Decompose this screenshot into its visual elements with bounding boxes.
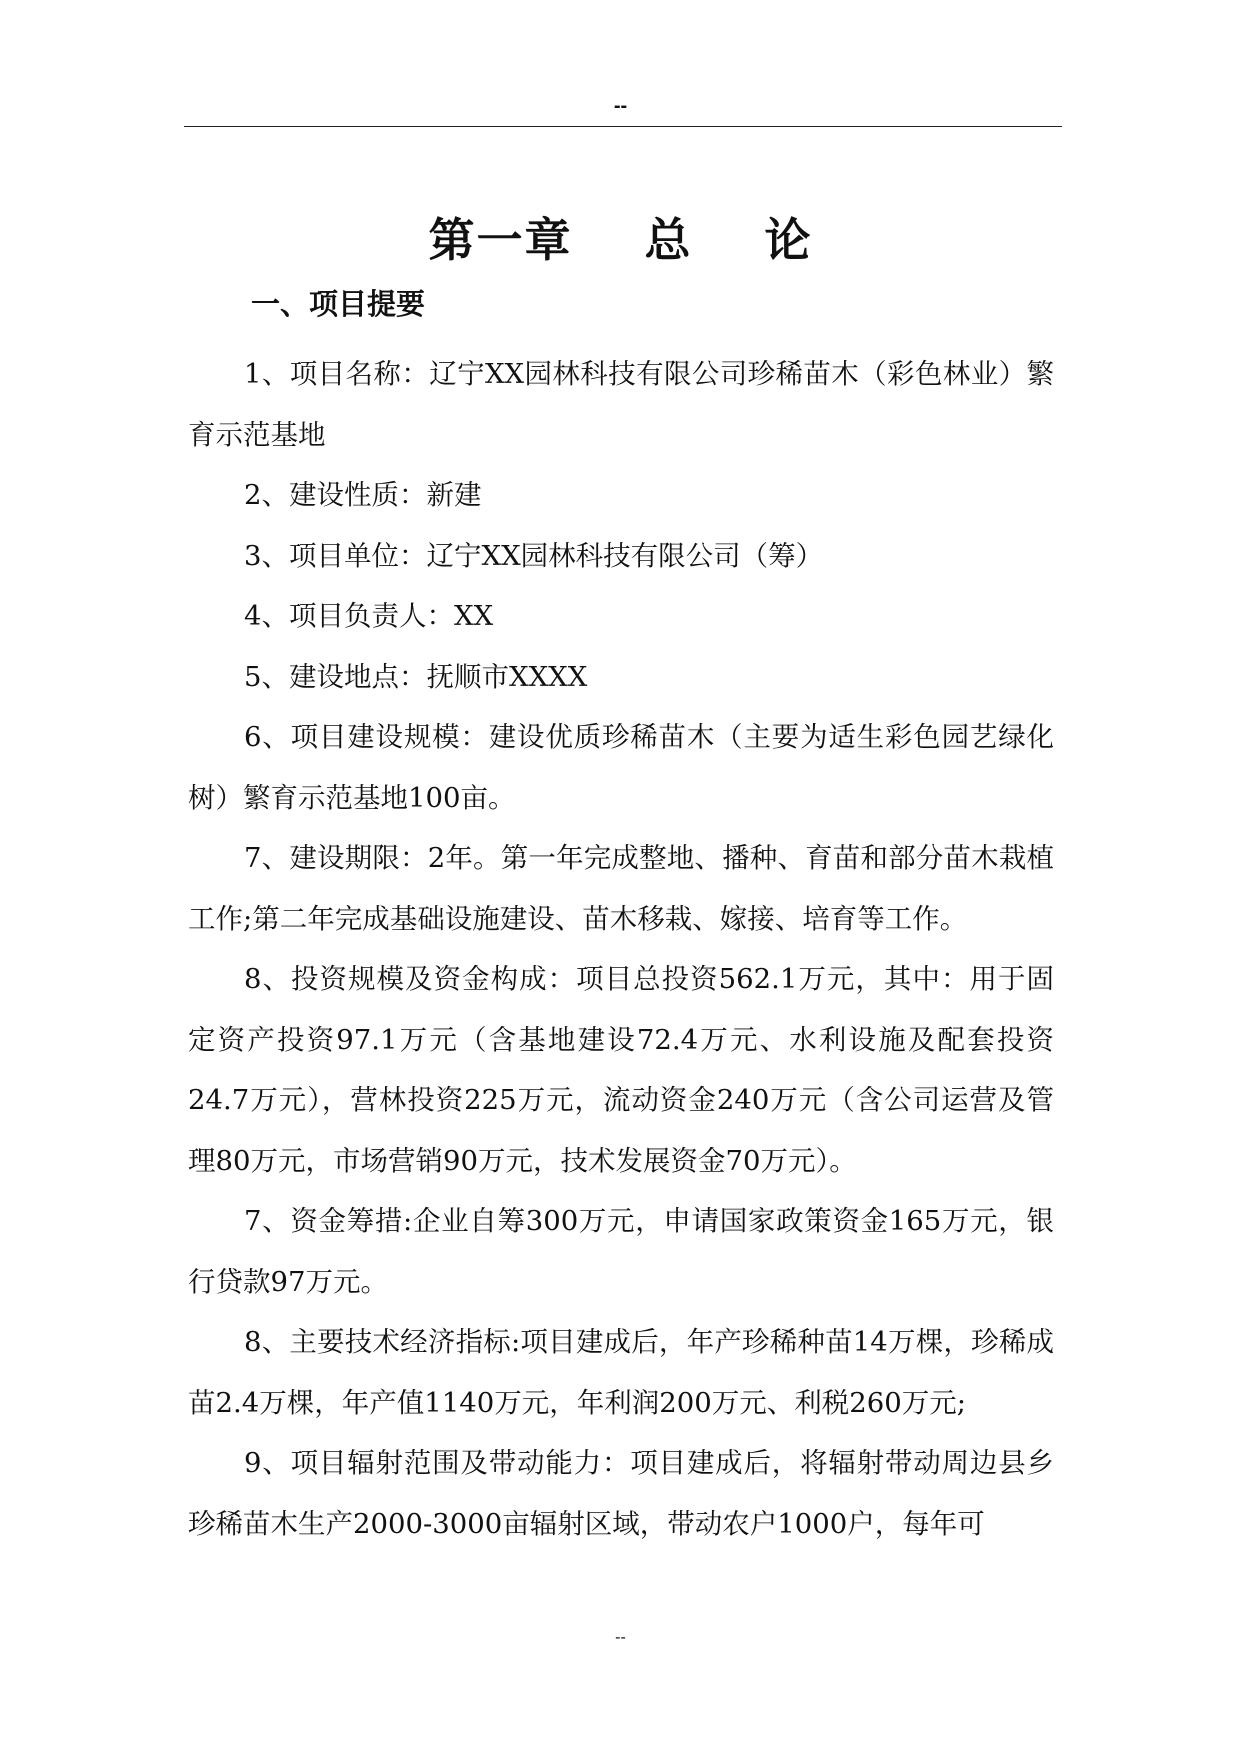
paragraph-construction-nature: 2、建设性质：新建 — [244, 479, 482, 511]
paragraph-investment: 8、投资规模及资金构成：项目总投资562.1万元，其中：用于固定资产投资97.1万元（含基地建设72.4万元、水利设施及配套投资24.7万元），营林投资225万元，流动资金240万元（含公司运营及管理80万元，市场营销90万元，技术发展资金70万元）。 — [188, 963, 1054, 1177]
page-footer-mark: -- — [615, 1629, 626, 1646]
page-header-mark: -- — [613, 95, 628, 117]
paragraph-project-unit: 3、项目单位：辽宁XX园林科技有限公司（筹） — [244, 539, 824, 572]
paragraph-project-name: 1、项目名称：辽宁XX园林科技有限公司珍稀苗木（彩色林业）繁育示范基地 — [188, 358, 1054, 451]
document-body — [188, 344, 1054, 1554]
section-heading: 一、项目提要 — [251, 287, 426, 321]
paragraph-construction-period: 7、建设期限：2年。第一年完成整地、播种、育苗和部分苗木栽植工作;第二年完成基础设施建设、苗木移栽、嫁接、培育等工作。 — [188, 842, 1054, 935]
paragraph-construction-site: 5、建设地点：抚顺市XXXX — [244, 660, 588, 693]
paragraph-project-leader: 4、项目负责人：XX — [244, 600, 494, 632]
header-divider — [184, 126, 1062, 127]
paragraph-radiation-scope: 9、项目辐射范围及带动能力：项目建成后，将辐射带动周边县乡珍稀苗木生产2000-3000亩辐射区域，带动农户1000户，每年可 — [188, 1447, 1054, 1540]
paragraph-economic-indicators: 8、主要技术经济指标:项目建成后，年产珍稀种苗14万棵，珍稀成苗2.4万棵，年产值1140万元，年利润200万元、利税260万元; — [188, 1326, 1054, 1419]
chapter-title: 第一章 总 论 — [428, 213, 813, 267]
paragraph-construction-scale: 6、项目建设规模：建设优质珍稀苗木（主要为适生彩色园艺绿化树）繁育示范基地100亩。 — [188, 721, 1054, 814]
paragraph-fund-raising: 7、资金筹措:企业自筹300万元，申请国家政策资金165万元，银行贷款97万元。 — [188, 1205, 1054, 1298]
